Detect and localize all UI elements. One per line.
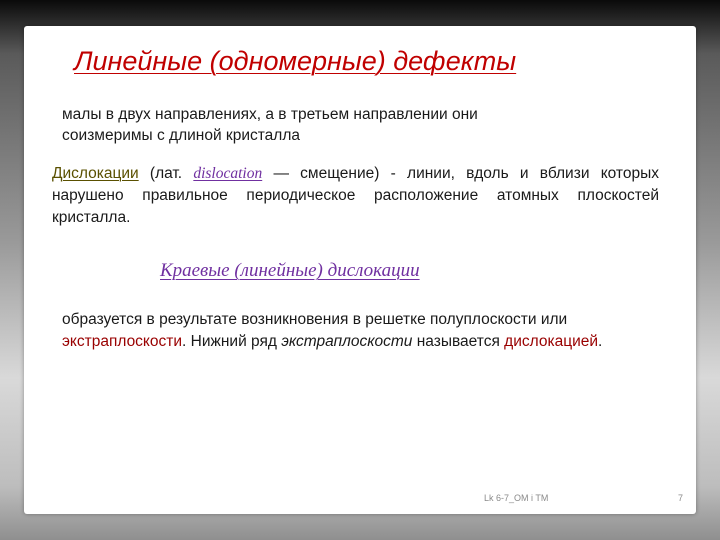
dislocation-term-red: дислокацией [504, 333, 599, 350]
edge-dislocations-heading: Краевые (линейные) дислокации [160, 260, 420, 281]
edge-text-2: . Нижний ряд [182, 333, 282, 350]
dislocation-term: Дислокации [52, 165, 139, 182]
definition-paragraph [52, 163, 659, 229]
slide [24, 26, 696, 514]
page-number: 7 [678, 493, 684, 503]
edge-paragraph [62, 309, 672, 353]
slide-footer: Lk 6-7_OM i TM [484, 493, 549, 503]
extraplane-term: экстраплоскости [62, 333, 183, 350]
definition-text: — смещение) - линии, вдоль и вблизи которых нарушено правильное периодическое расположение атомных плоскостей кристалла. [52, 165, 659, 226]
edge-text-4: . [598, 333, 603, 350]
definition-paren-open: (лат. [138, 165, 194, 182]
intro-line-2: соизмеримы с длиной кристалла [62, 127, 300, 144]
intro-paragraph [62, 104, 622, 146]
latin-word: dislocation [193, 165, 263, 182]
extraplane-term-italic: экстраплоскости [281, 333, 413, 350]
slide-title: Линейные (одномерные) дефекты [74, 46, 517, 76]
edge-text-1: образуется в результате возникновения в решетке полуплоскости или [62, 311, 568, 328]
edge-text-3: называется [412, 333, 505, 350]
intro-line-1: малы в двух направлениях, а в третьем направлении они [62, 106, 478, 123]
